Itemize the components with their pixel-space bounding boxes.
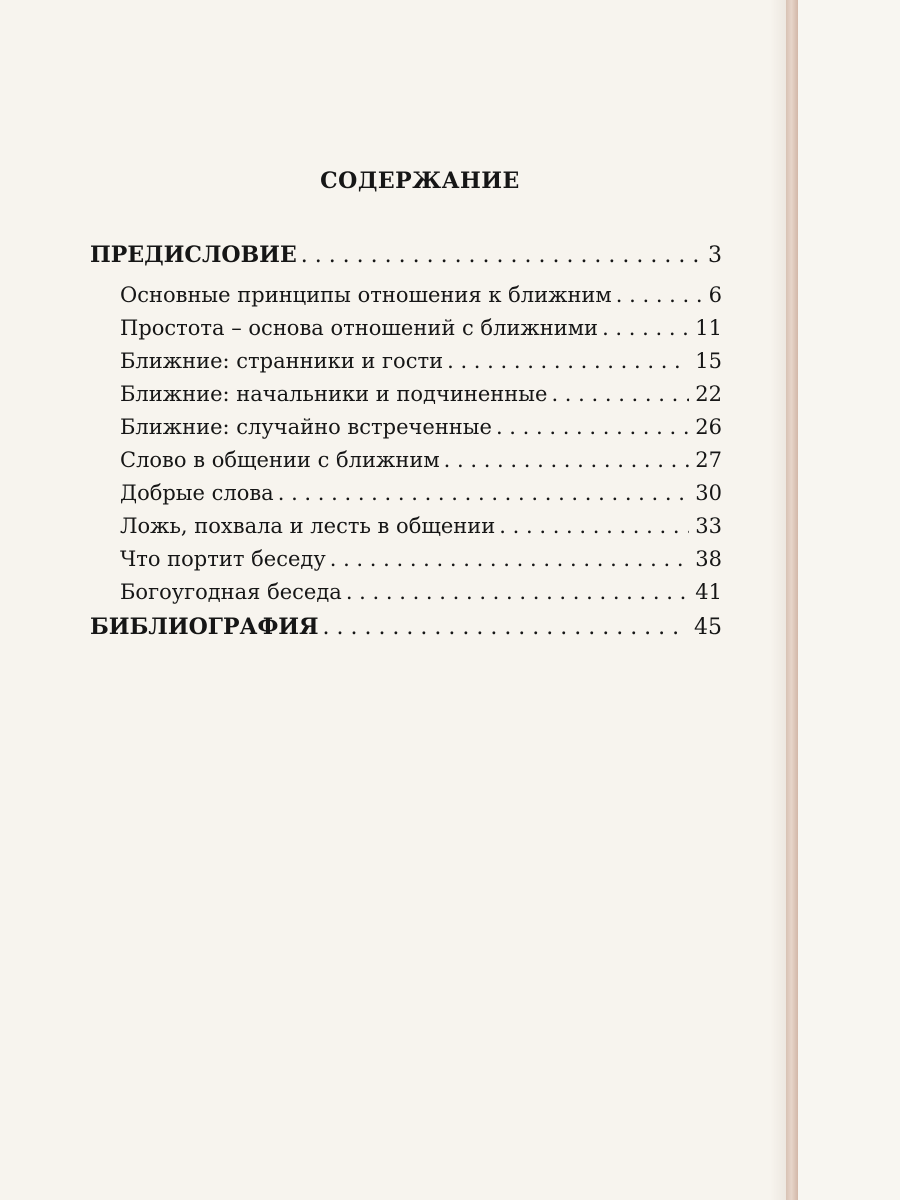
dot-leader — [551, 379, 689, 409]
dot-leader — [444, 445, 690, 475]
toc-page-number: 22 — [695, 382, 722, 406]
toc-page-number: 41 — [695, 580, 722, 604]
toc-entry — [120, 511, 722, 541]
toc-entry-text: БИБЛИОГРАФИЯ — [90, 614, 319, 640]
toc-entry-text: Ближние: странники и гости — [120, 349, 444, 373]
toc-page-number: 38 — [695, 547, 722, 571]
toc-page-number: 33 — [695, 514, 722, 538]
toc-entry-text: Слово в общении с ближним — [120, 448, 440, 472]
toc-entry-text: Основные принципы отношения к ближним — [120, 283, 612, 307]
toc-entry-text: ПРЕДИСЛОВИЕ — [90, 242, 297, 268]
toc-entry-text: Добрые слова — [120, 481, 274, 505]
toc-entry-text: Ближние: начальники и подчиненные — [120, 382, 548, 406]
toc-page-number: 45 — [694, 615, 722, 640]
toc-page-number: 15 — [695, 349, 722, 373]
toc-page-number: 6 — [708, 283, 722, 307]
dot-leader — [330, 544, 690, 574]
toc-entry-text: Что портит беседу — [120, 547, 326, 571]
toc-entry-text: Простота – основа отношений с ближними — [120, 316, 599, 340]
toc-entry — [120, 280, 722, 310]
toc-entry-text: Богоугодная беседа — [120, 580, 342, 604]
toc-entry-bibliography — [90, 612, 722, 643]
dot-leader — [278, 478, 690, 508]
toc-page-number: 27 — [695, 448, 722, 472]
toc-title: СОДЕРЖАНИЕ — [320, 168, 520, 194]
toc-entry — [120, 346, 722, 376]
toc-entry — [120, 544, 722, 574]
dot-leader — [346, 577, 689, 607]
dot-leader — [496, 412, 689, 442]
toc-page-number: 30 — [695, 481, 722, 505]
toc-page-number: 11 — [695, 316, 722, 340]
toc-entry — [120, 412, 722, 442]
toc-entry-text: Ближние: случайно встреченные — [120, 415, 492, 439]
toc-entry — [120, 445, 722, 475]
toc-page-number: 26 — [695, 415, 722, 439]
toc-entry-text: Ложь, похвала и лесть в общении — [120, 514, 496, 538]
dot-leader — [447, 346, 689, 376]
dot-leader — [323, 613, 689, 643]
toc-entry — [120, 379, 722, 409]
dot-leader — [301, 241, 702, 271]
dot-leader — [616, 280, 703, 310]
dot-leader — [499, 511, 689, 541]
toc-page-number: 3 — [708, 243, 722, 268]
toc-entry — [120, 577, 722, 607]
toc-entry — [120, 478, 722, 508]
dot-leader — [602, 313, 689, 343]
toc-entry-preface — [90, 240, 722, 271]
toc-entry — [120, 313, 722, 343]
